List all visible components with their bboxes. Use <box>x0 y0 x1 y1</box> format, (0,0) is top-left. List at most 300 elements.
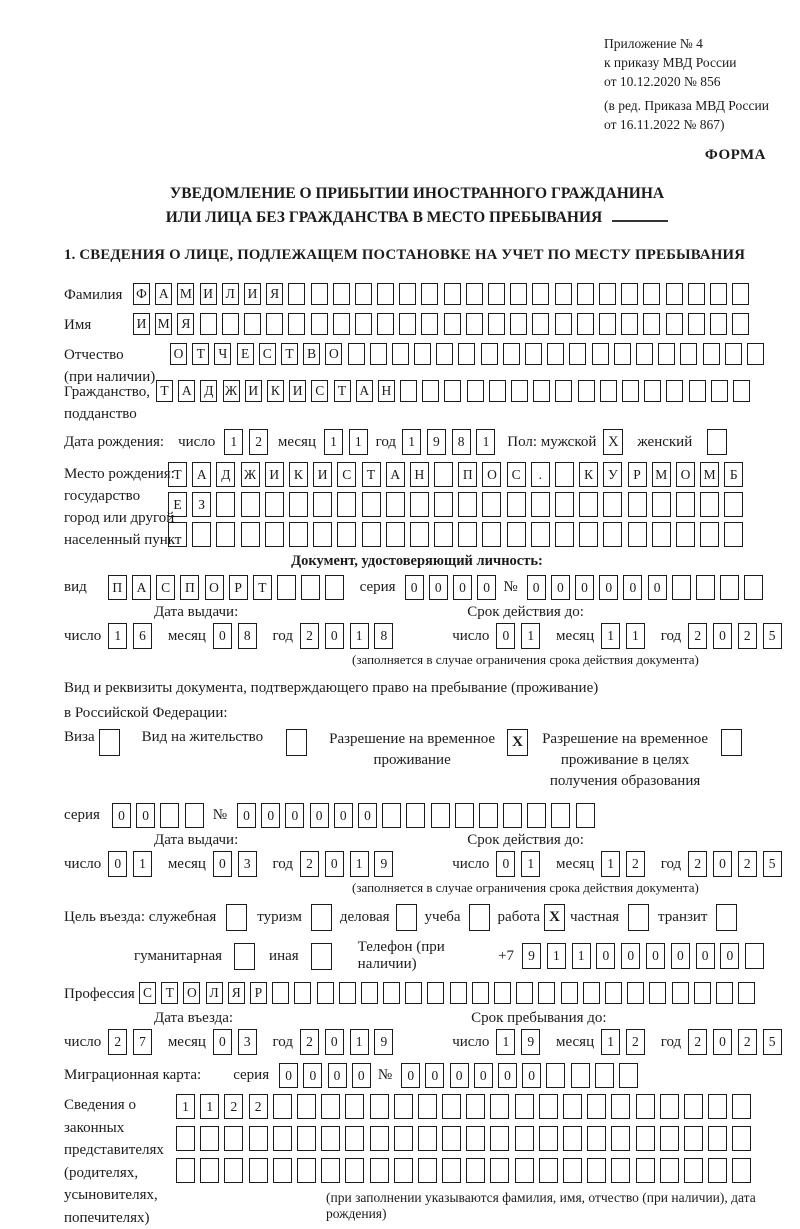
char-cell[interactable]: 0 <box>575 575 594 600</box>
char-cell[interactable]: 1 <box>521 623 540 649</box>
char-cell[interactable]: 0 <box>453 575 472 600</box>
char-cell[interactable]: 9 <box>427 429 446 455</box>
residence-number-input[interactable] <box>237 803 600 828</box>
char-cell[interactable]: Е <box>168 492 187 517</box>
char-cell[interactable] <box>321 1094 340 1119</box>
char-cell[interactable]: П <box>458 462 477 487</box>
representatives-row2-input[interactable] <box>176 1126 770 1151</box>
char-cell[interactable]: 0 <box>646 943 665 969</box>
char-cell[interactable]: И <box>200 283 217 305</box>
visa-checkbox[interactable] <box>99 729 120 756</box>
birth-day-input[interactable] <box>224 429 274 455</box>
char-cell[interactable]: Б <box>724 462 743 487</box>
char-cell[interactable]: 0 <box>496 851 515 877</box>
char-cell[interactable]: П <box>108 575 127 600</box>
char-cell[interactable] <box>348 343 365 365</box>
char-cell[interactable]: 0 <box>496 623 515 649</box>
char-cell[interactable] <box>660 1158 679 1183</box>
char-cell[interactable] <box>507 522 526 547</box>
char-cell[interactable]: 1 <box>108 623 127 649</box>
char-cell[interactable]: Я <box>266 283 283 305</box>
char-cell[interactable] <box>649 982 666 1004</box>
char-cell[interactable]: 0 <box>599 575 618 600</box>
char-cell[interactable] <box>406 803 425 828</box>
char-cell[interactable] <box>200 1158 219 1183</box>
char-cell[interactable]: 0 <box>648 575 667 600</box>
char-cell[interactable] <box>482 522 501 547</box>
char-cell[interactable] <box>362 522 381 547</box>
char-cell[interactable] <box>301 575 320 600</box>
char-cell[interactable] <box>555 492 574 517</box>
char-cell[interactable]: 0 <box>213 1029 232 1055</box>
char-cell[interactable] <box>644 380 661 402</box>
char-cell[interactable] <box>672 575 691 600</box>
char-cell[interactable] <box>241 492 260 517</box>
purpose-humanitarian-checkbox[interactable] <box>234 943 255 970</box>
char-cell[interactable] <box>688 283 705 305</box>
char-cell[interactable]: К <box>267 380 284 402</box>
char-cell[interactable] <box>394 1158 413 1183</box>
char-cell[interactable]: 0 <box>325 623 344 649</box>
char-cell[interactable] <box>418 1094 437 1119</box>
char-cell[interactable]: Р <box>628 462 647 487</box>
char-cell[interactable] <box>405 982 422 1004</box>
char-cell[interactable] <box>563 1126 582 1151</box>
char-cell[interactable] <box>333 283 350 305</box>
char-cell[interactable]: X <box>603 429 623 455</box>
char-cell[interactable] <box>555 462 574 487</box>
char-cell[interactable] <box>738 982 755 1004</box>
char-cell[interactable] <box>660 1126 679 1151</box>
char-cell[interactable] <box>386 492 405 517</box>
char-cell[interactable]: 5 <box>763 851 782 877</box>
char-cell[interactable] <box>531 522 550 547</box>
char-cell[interactable] <box>652 492 671 517</box>
char-cell[interactable] <box>489 380 506 402</box>
char-cell[interactable] <box>733 380 750 402</box>
migration-number-input[interactable] <box>401 1063 643 1088</box>
char-cell[interactable] <box>345 1126 364 1151</box>
char-cell[interactable]: 9 <box>374 851 393 877</box>
char-cell[interactable] <box>676 522 695 547</box>
char-cell[interactable]: П <box>180 575 199 600</box>
char-cell[interactable] <box>708 1158 727 1183</box>
char-cell[interactable]: С <box>311 380 328 402</box>
char-cell[interactable] <box>289 522 308 547</box>
char-cell[interactable] <box>636 343 653 365</box>
temp-residence-edu-checkbox[interactable] <box>721 729 742 756</box>
char-cell[interactable]: 2 <box>300 851 319 877</box>
stay-month[interactable] <box>601 1029 651 1055</box>
char-cell[interactable] <box>507 492 526 517</box>
char-cell[interactable] <box>515 1094 534 1119</box>
char-cell[interactable] <box>494 982 511 1004</box>
char-cell[interactable]: А <box>155 283 172 305</box>
char-cell[interactable] <box>628 492 647 517</box>
char-cell[interactable] <box>288 313 305 335</box>
char-cell[interactable] <box>555 380 572 402</box>
doc-series-input[interactable] <box>405 575 502 600</box>
char-cell[interactable] <box>442 1158 461 1183</box>
purpose-private-checkbox[interactable] <box>628 904 649 931</box>
profession-input[interactable] <box>139 982 770 1004</box>
purpose-study-checkbox[interactable] <box>469 904 490 931</box>
char-cell[interactable] <box>444 313 461 335</box>
char-cell[interactable] <box>176 1158 195 1183</box>
char-cell[interactable] <box>711 380 728 402</box>
char-cell[interactable] <box>466 1126 485 1151</box>
char-cell[interactable] <box>345 1094 364 1119</box>
char-cell[interactable] <box>578 380 595 402</box>
citizenship-input[interactable] <box>156 380 770 402</box>
char-cell[interactable]: К <box>289 462 308 487</box>
char-cell[interactable] <box>467 380 484 402</box>
char-cell[interactable]: 2 <box>300 623 319 649</box>
char-cell[interactable] <box>628 522 647 547</box>
temp-residence-checkbox[interactable] <box>507 729 528 756</box>
char-cell[interactable]: 2 <box>626 851 645 877</box>
char-cell[interactable] <box>313 522 332 547</box>
char-cell[interactable] <box>297 1094 316 1119</box>
char-cell[interactable] <box>696 575 715 600</box>
entry-day[interactable] <box>108 1029 158 1055</box>
char-cell[interactable]: С <box>156 575 175 600</box>
char-cell[interactable] <box>694 982 711 1004</box>
char-cell[interactable] <box>603 522 622 547</box>
char-cell[interactable] <box>672 982 689 1004</box>
char-cell[interactable]: Е <box>237 343 254 365</box>
char-cell[interactable] <box>621 313 638 335</box>
char-cell[interactable] <box>418 1126 437 1151</box>
char-cell[interactable] <box>400 380 417 402</box>
char-cell[interactable] <box>399 283 416 305</box>
char-cell[interactable] <box>311 313 328 335</box>
char-cell[interactable] <box>628 904 649 931</box>
char-cell[interactable] <box>176 1126 195 1151</box>
char-cell[interactable]: 2 <box>300 1029 319 1055</box>
char-cell[interactable]: Р <box>250 982 267 1004</box>
char-cell[interactable]: 0 <box>303 1063 322 1088</box>
char-cell[interactable] <box>689 380 706 402</box>
residence-issue-month[interactable] <box>213 851 263 877</box>
char-cell[interactable] <box>442 1094 461 1119</box>
char-cell[interactable] <box>700 492 719 517</box>
char-cell[interactable]: О <box>482 462 501 487</box>
char-cell[interactable]: 0 <box>474 1063 493 1088</box>
char-cell[interactable] <box>511 380 528 402</box>
char-cell[interactable]: 1 <box>601 851 620 877</box>
char-cell[interactable] <box>587 1094 606 1119</box>
char-cell[interactable] <box>442 1126 461 1151</box>
char-cell[interactable] <box>311 943 332 970</box>
char-cell[interactable] <box>286 729 307 756</box>
char-cell[interactable]: О <box>205 575 224 600</box>
char-cell[interactable] <box>370 1158 389 1183</box>
residence-valid-month[interactable] <box>601 851 651 877</box>
char-cell[interactable]: Т <box>168 462 187 487</box>
char-cell[interactable]: 8 <box>452 429 471 455</box>
char-cell[interactable]: X <box>507 729 528 756</box>
char-cell[interactable]: 1 <box>547 943 566 969</box>
stay-day[interactable] <box>496 1029 546 1055</box>
sex-female-checkbox[interactable] <box>707 429 727 455</box>
char-cell[interactable]: Т <box>156 380 173 402</box>
char-cell[interactable]: 0 <box>425 1063 444 1088</box>
char-cell[interactable] <box>538 982 555 1004</box>
char-cell[interactable]: 1 <box>176 1094 195 1119</box>
char-cell[interactable]: X <box>544 904 565 931</box>
char-cell[interactable] <box>547 343 564 365</box>
char-cell[interactable] <box>427 982 444 1004</box>
birthplace-row3-input[interactable] <box>168 522 770 547</box>
birthplace-row2-input[interactable] <box>168 492 770 517</box>
phone-input[interactable] <box>522 943 770 969</box>
char-cell[interactable]: 2 <box>249 1094 268 1119</box>
char-cell[interactable]: 1 <box>601 623 620 649</box>
char-cell[interactable] <box>466 1158 485 1183</box>
char-cell[interactable]: 2 <box>688 623 707 649</box>
purpose-tourism-checkbox[interactable] <box>311 904 332 931</box>
char-cell[interactable] <box>546 1063 565 1088</box>
char-cell[interactable]: Ч <box>214 343 231 365</box>
char-cell[interactable] <box>273 1158 292 1183</box>
char-cell[interactable]: 0 <box>551 575 570 600</box>
residence-valid-year[interactable] <box>688 851 787 877</box>
char-cell[interactable]: 0 <box>720 943 739 969</box>
char-cell[interactable]: 0 <box>334 803 353 828</box>
char-cell[interactable] <box>732 1094 751 1119</box>
char-cell[interactable] <box>600 380 617 402</box>
char-cell[interactable] <box>708 1094 727 1119</box>
char-cell[interactable]: 0 <box>498 1063 517 1088</box>
char-cell[interactable] <box>503 803 522 828</box>
char-cell[interactable] <box>551 803 570 828</box>
char-cell[interactable] <box>539 1094 558 1119</box>
char-cell[interactable]: 0 <box>405 575 424 600</box>
char-cell[interactable] <box>510 313 527 335</box>
char-cell[interactable]: 0 <box>237 803 256 828</box>
char-cell[interactable] <box>362 492 381 517</box>
char-cell[interactable] <box>321 1158 340 1183</box>
char-cell[interactable]: 0 <box>279 1063 298 1088</box>
char-cell[interactable] <box>599 283 616 305</box>
char-cell[interactable] <box>370 1126 389 1151</box>
char-cell[interactable] <box>226 904 247 931</box>
char-cell[interactable]: И <box>133 313 150 335</box>
char-cell[interactable]: М <box>155 313 172 335</box>
char-cell[interactable]: 8 <box>374 623 393 649</box>
char-cell[interactable]: . <box>531 462 550 487</box>
char-cell[interactable] <box>160 803 179 828</box>
char-cell[interactable]: 8 <box>238 623 257 649</box>
char-cell[interactable]: Р <box>229 575 248 600</box>
char-cell[interactable]: 0 <box>696 943 715 969</box>
char-cell[interactable]: 0 <box>325 851 344 877</box>
char-cell[interactable]: 3 <box>238 851 257 877</box>
char-cell[interactable]: А <box>356 380 373 402</box>
char-cell[interactable]: М <box>652 462 671 487</box>
char-cell[interactable] <box>421 313 438 335</box>
char-cell[interactable] <box>399 313 416 335</box>
char-cell[interactable]: 2 <box>626 1029 645 1055</box>
char-cell[interactable]: С <box>337 462 356 487</box>
char-cell[interactable] <box>294 982 311 1004</box>
char-cell[interactable] <box>576 803 595 828</box>
char-cell[interactable]: У <box>603 462 622 487</box>
char-cell[interactable]: И <box>245 380 262 402</box>
char-cell[interactable] <box>434 462 453 487</box>
char-cell[interactable] <box>234 943 255 970</box>
char-cell[interactable] <box>684 1158 703 1183</box>
char-cell[interactable] <box>532 283 549 305</box>
char-cell[interactable] <box>569 343 586 365</box>
char-cell[interactable]: 2 <box>108 1029 127 1055</box>
char-cell[interactable] <box>708 1126 727 1151</box>
char-cell[interactable] <box>355 283 372 305</box>
char-cell[interactable] <box>703 343 720 365</box>
char-cell[interactable] <box>297 1158 316 1183</box>
char-cell[interactable]: О <box>170 343 187 365</box>
char-cell[interactable] <box>583 982 600 1004</box>
char-cell[interactable] <box>599 313 616 335</box>
char-cell[interactable] <box>527 803 546 828</box>
char-cell[interactable]: Н <box>378 380 395 402</box>
char-cell[interactable] <box>444 380 461 402</box>
char-cell[interactable]: Л <box>222 283 239 305</box>
char-cell[interactable]: К <box>579 462 598 487</box>
char-cell[interactable]: 0 <box>352 1063 371 1088</box>
char-cell[interactable]: 0 <box>522 1063 541 1088</box>
char-cell[interactable]: 0 <box>596 943 615 969</box>
char-cell[interactable] <box>370 343 387 365</box>
char-cell[interactable] <box>265 492 284 517</box>
char-cell[interactable]: 9 <box>374 1029 393 1055</box>
char-cell[interactable]: 0 <box>429 575 448 600</box>
char-cell[interactable] <box>611 1126 630 1151</box>
char-cell[interactable] <box>563 1158 582 1183</box>
char-cell[interactable] <box>382 803 401 828</box>
residence-valid-day[interactable] <box>496 851 546 877</box>
char-cell[interactable] <box>525 343 542 365</box>
doc-number-input[interactable] <box>527 575 769 600</box>
char-cell[interactable] <box>288 283 305 305</box>
char-cell[interactable] <box>249 1126 268 1151</box>
char-cell[interactable]: 0 <box>713 1029 732 1055</box>
char-cell[interactable] <box>361 982 378 1004</box>
char-cell[interactable] <box>325 575 344 600</box>
char-cell[interactable] <box>700 522 719 547</box>
char-cell[interactable]: 0 <box>621 943 640 969</box>
char-cell[interactable] <box>469 904 490 931</box>
char-cell[interactable]: 9 <box>522 943 541 969</box>
char-cell[interactable] <box>313 492 332 517</box>
char-cell[interactable] <box>643 283 660 305</box>
char-cell[interactable]: 0 <box>136 803 155 828</box>
char-cell[interactable]: М <box>700 462 719 487</box>
char-cell[interactable] <box>392 343 409 365</box>
patronymic-input[interactable] <box>170 343 770 365</box>
char-cell[interactable] <box>455 803 474 828</box>
char-cell[interactable] <box>605 982 622 1004</box>
purpose-official-checkbox[interactable] <box>226 904 247 931</box>
char-cell[interactable]: 2 <box>249 429 268 455</box>
char-cell[interactable]: 2 <box>738 1029 757 1055</box>
char-cell[interactable]: С <box>259 343 276 365</box>
char-cell[interactable]: И <box>265 462 284 487</box>
residence-series-input[interactable] <box>112 803 209 828</box>
char-cell[interactable] <box>434 522 453 547</box>
char-cell[interactable]: 7 <box>133 1029 152 1055</box>
char-cell[interactable] <box>216 522 235 547</box>
char-cell[interactable]: 2 <box>738 851 757 877</box>
char-cell[interactable] <box>386 522 405 547</box>
entry-year[interactable] <box>300 1029 399 1055</box>
char-cell[interactable] <box>490 1158 509 1183</box>
char-cell[interactable] <box>603 492 622 517</box>
char-cell[interactable] <box>577 283 594 305</box>
char-cell[interactable] <box>658 343 675 365</box>
char-cell[interactable]: 1 <box>350 851 369 877</box>
char-cell[interactable]: 3 <box>238 1029 257 1055</box>
purpose-transit-checkbox[interactable] <box>716 904 737 931</box>
char-cell[interactable]: 0 <box>108 851 127 877</box>
char-cell[interactable] <box>337 522 356 547</box>
char-cell[interactable] <box>724 492 743 517</box>
char-cell[interactable]: 1 <box>350 1029 369 1055</box>
char-cell[interactable]: 0 <box>358 803 377 828</box>
char-cell[interactable]: 1 <box>601 1029 620 1055</box>
char-cell[interactable] <box>716 982 733 1004</box>
char-cell[interactable]: 0 <box>112 803 131 828</box>
char-cell[interactable] <box>725 343 742 365</box>
char-cell[interactable]: Я <box>177 313 194 335</box>
char-cell[interactable] <box>317 982 334 1004</box>
char-cell[interactable] <box>466 283 483 305</box>
char-cell[interactable] <box>595 1063 614 1088</box>
char-cell[interactable]: 1 <box>521 851 540 877</box>
char-cell[interactable] <box>394 1126 413 1151</box>
char-cell[interactable] <box>321 1126 340 1151</box>
char-cell[interactable]: А <box>386 462 405 487</box>
char-cell[interactable] <box>185 803 204 828</box>
char-cell[interactable]: 0 <box>213 623 232 649</box>
char-cell[interactable]: В <box>303 343 320 365</box>
char-cell[interactable]: С <box>139 982 156 1004</box>
char-cell[interactable] <box>720 575 739 600</box>
char-cell[interactable] <box>710 313 727 335</box>
char-cell[interactable]: О <box>183 982 200 1004</box>
char-cell[interactable] <box>592 343 609 365</box>
char-cell[interactable]: Ж <box>223 380 240 402</box>
char-cell[interactable]: 2 <box>688 851 707 877</box>
char-cell[interactable] <box>611 1094 630 1119</box>
char-cell[interactable]: 1 <box>133 851 152 877</box>
char-cell[interactable]: 0 <box>310 803 329 828</box>
char-cell[interactable]: 1 <box>324 429 343 455</box>
char-cell[interactable]: А <box>192 462 211 487</box>
char-cell[interactable]: И <box>289 380 306 402</box>
char-cell[interactable]: 0 <box>450 1063 469 1088</box>
char-cell[interactable] <box>224 1126 243 1151</box>
char-cell[interactable] <box>587 1158 606 1183</box>
char-cell[interactable] <box>532 313 549 335</box>
char-cell[interactable] <box>396 904 417 931</box>
char-cell[interactable] <box>345 1158 364 1183</box>
char-cell[interactable] <box>200 1126 219 1151</box>
birth-month-input[interactable] <box>324 429 374 455</box>
doc-valid-year[interactable] <box>688 623 787 649</box>
char-cell[interactable] <box>666 313 683 335</box>
